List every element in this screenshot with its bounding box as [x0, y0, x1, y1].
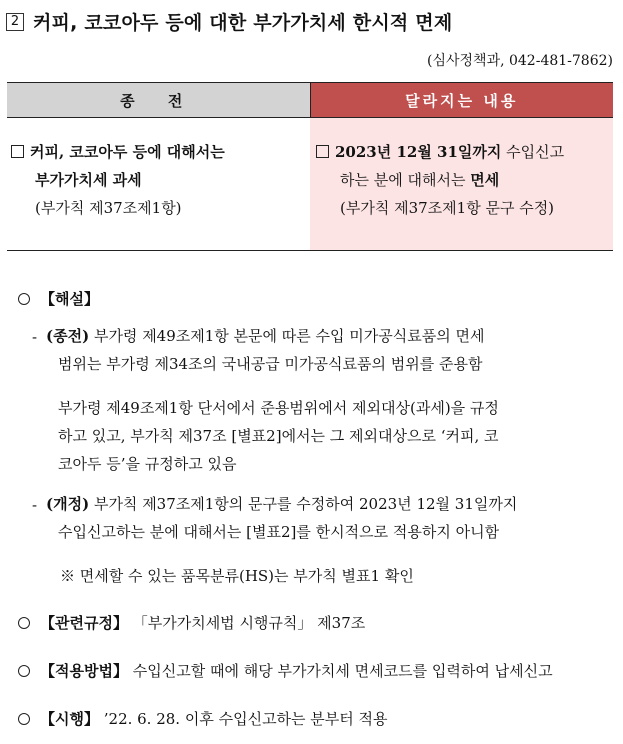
changed-date: 2023년 12월 31일까지	[335, 143, 502, 161]
effective-section	[18, 706, 388, 733]
comparison-table	[7, 82, 613, 251]
changed-text-1: 수입신고	[501, 143, 565, 161]
method-text: 수입신고할 때에 해당 부가가치세 면세코드를 입력하여 납세신고	[127, 662, 553, 680]
changed-ref: (부가칙 제37조제1항 문구 수정)	[340, 199, 555, 217]
previous-content	[7, 118, 310, 250]
previous-ref: (부가칙 제37조제1항)	[35, 199, 182, 217]
dash-icon: -	[32, 328, 38, 346]
dash-icon: -	[32, 496, 38, 514]
effective-heading: 【시행】	[40, 710, 99, 728]
previous-text-2: 부가가치세 과세	[35, 171, 142, 189]
changed-line-1	[316, 138, 609, 166]
label-previous: (종전)	[46, 327, 90, 345]
circle-bullet-icon	[18, 665, 30, 677]
rev-note: ※ 면세할 수 있는 품목분류(HS)는 부가칙 별표1 확인	[60, 567, 414, 585]
related-section	[18, 610, 365, 637]
method-heading: 【적용방법】	[40, 662, 128, 680]
prev-p2-l3: 코아두 등’을 규정하고 있음	[58, 455, 237, 473]
explanation-previous	[46, 322, 616, 378]
circle-bullet-icon	[18, 617, 30, 629]
explanation-revised	[46, 490, 616, 546]
changed-text-2: 하는 분에 대해서는	[340, 171, 471, 189]
circle-bullet-icon	[18, 713, 30, 725]
circle-bullet-icon	[18, 293, 30, 305]
checkbox-icon	[316, 145, 329, 158]
comparison-body	[7, 118, 613, 251]
related-text: 「부가가치세법 시행규칙」 제37조	[127, 614, 366, 632]
prev-p2-l2: 하고 있고, 부가칙 제37조 [별표2]에서는 그 제외대상으로 ‘커피, 코	[58, 427, 499, 445]
title-row	[6, 8, 452, 35]
explanation-heading: 【해설】	[18, 286, 99, 313]
effective-text: ’22. 6. 28. 이후 수입신고하는 분부터 적용	[98, 710, 388, 728]
page-title: 커피, 코코아두 등에 대한 부가가치세 한시적 면제	[33, 12, 453, 34]
header-previous: 종 전	[7, 83, 311, 117]
prev-p1-l2: 범위는 부가령 제34조의 국내공급 미가공식료품의 범위를 준용함	[58, 355, 483, 373]
prev-p2-l1: 부가령 제49조제1항 단서에서 준용범위에서 제외대상(과세)을 규정	[58, 399, 499, 417]
explanation-previous-2	[58, 394, 618, 478]
rev-l2: 수입신고하는 분에 대해서는 [별표2]를 한시적으로 적용하지 아니함	[58, 523, 500, 541]
section-number: 2	[6, 13, 24, 31]
changed-exempt: 면세	[470, 171, 500, 189]
related-heading: 【관련규정】	[40, 614, 128, 632]
comparison-header	[7, 82, 613, 118]
changed-line-2	[316, 166, 609, 194]
checkbox-icon	[11, 145, 24, 158]
method-section	[18, 658, 553, 685]
label-revised: (개정)	[46, 495, 90, 513]
changed-content	[310, 118, 613, 250]
previous-text-1: 커피, 코코아두 등에 대해서는	[30, 143, 225, 161]
rev-l1: 부가칙 제37조제1항의 문구를 수정하여 2023년 12월 31일까지	[89, 495, 518, 513]
previous-line-1	[11, 138, 306, 166]
department-contact: (심사정책과, 042-481-7862)	[427, 53, 613, 69]
prev-p1-l1: 부가령 제49조제1항 본문에 따른 수입 미가공식료품의 면세	[89, 327, 485, 345]
header-changed: 달라지는 내용	[311, 83, 614, 117]
